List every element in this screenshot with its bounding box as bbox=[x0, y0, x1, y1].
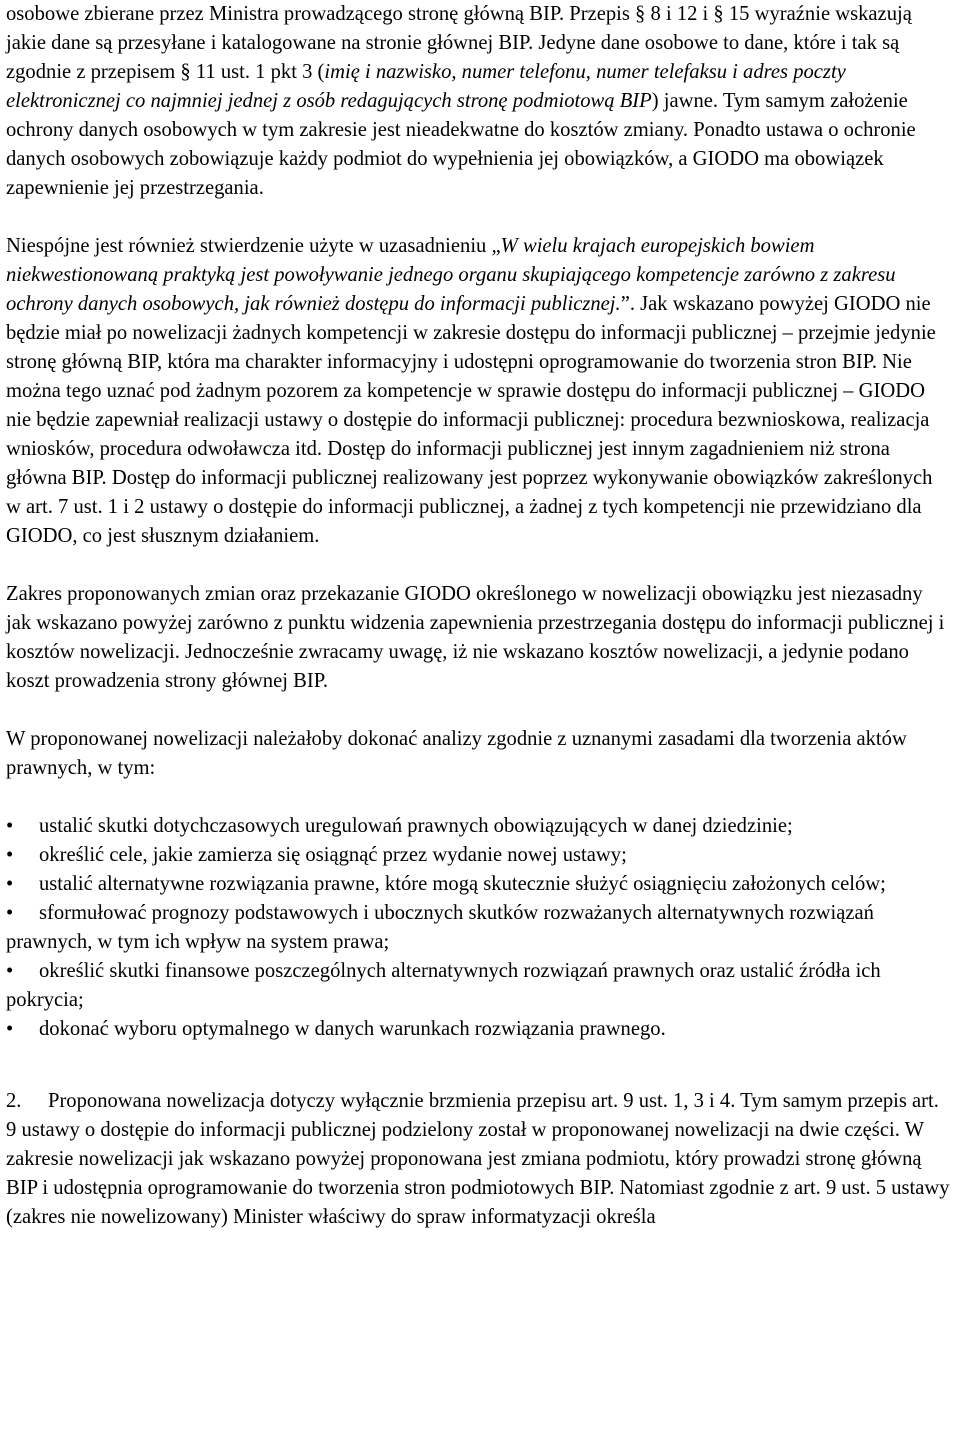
list-item-text: określić cele, jakie zamierza się osiągnąć przez wydanie nowej ustawy; bbox=[39, 844, 627, 866]
bullet-icon: • bbox=[6, 844, 14, 866]
list-item bbox=[6, 841, 950, 870]
paragraph-inconsistency bbox=[6, 232, 950, 551]
bullet-list bbox=[6, 812, 950, 1044]
bullet-icon: • bbox=[6, 902, 14, 924]
list-item-text: sformułować prognozy podstawowych i ubocznych skutków rozważanych alternatywnych rozwiązań prawnych, w tym ich wpływ na system prawa; bbox=[6, 902, 874, 953]
numbered-paragraph-text: Proponowana nowelizacja dotyczy wyłącznie brzmienia przepisu art. 9 ust. 1, 3 i 4. Tym samym przepis art. 9 ustawy o dostępie do informacji publicznej podzielony został w proponowanej nowelizacji na dwie części. W zakresie nowelizacji jak wskazano powyżej proponowana jest zmiana podmiotu, który prowadzi stronę główną BIP i udostępnia oprogramowanie do tworzenia stron podmiotowych BIP. Natomiast zgodnie z art. 9 ust. 5 ustawy (zakres nie nowelizowany) Minister właściwy do spraw informatyzacji określa bbox=[6, 1090, 950, 1228]
list-item bbox=[6, 812, 950, 841]
spacer bbox=[6, 1073, 950, 1087]
bullet-icon: • bbox=[6, 960, 14, 982]
numbered-paragraph-2 bbox=[6, 1087, 950, 1232]
list-item bbox=[6, 957, 950, 1015]
text-run: Niespójne jest również stwierdzenie użyte w uzasadnieniu „ bbox=[6, 235, 501, 257]
list-item bbox=[6, 870, 950, 899]
list-item-text: określić skutki finansowe poszczególnych alternatywnych rozwiązań prawnych oraz ustalić źródła ich pokrycia; bbox=[6, 960, 881, 1011]
paragraph-scope-of-changes: Zakres proponowanych zmian oraz przekazanie GIODO określonego w nowelizacji obowiązku jest niezasadny jak wskazano powyżej zarówno z punktu widzenia zapewnienia przestrzegania dostępu do informacji publicznej i kosztów nowelizacji. Jednocześnie zwracamy uwagę, iż nie wskazano kosztów nowelizacji, a jedynie podano koszt prowadzenia strony głównej BIP. bbox=[6, 583, 945, 692]
list-item bbox=[6, 899, 950, 957]
bullet-icon: • bbox=[6, 873, 14, 895]
list-item-text: ustalić skutki dotychczasowych uregulowań prawnych obowiązujących w danej dziedzinie; bbox=[39, 815, 793, 837]
paragraph-number: 2. bbox=[6, 1090, 22, 1112]
text-run: osobowe zbierane przez Ministra prowadzącego stronę główną BIP. Przepis § 8 i 12 i § 15 wyraźnie wskazują jakie dane są przesyłane i katalogowane na stronie głównej BIP. Jedyne dane osobowe to dane, które i tak są zgodnie z przepisem § 11 ust. 1 pkt 3 ( bbox=[6, 3, 912, 83]
paragraph-analysis-intro: W proponowanej nowelizacji należałoby dokonać analizy zgodnie z uznanymi zasadami dla tworzenia aktów prawnych, w tym: bbox=[6, 728, 907, 779]
paragraph-personal-data bbox=[6, 0, 950, 203]
bullet-icon: • bbox=[6, 815, 14, 837]
italic-quote: imię i nazwisko, numer telefonu, numer telefaksu i adres poczty elektronicznej co najmniej jednej z osób redagujących stronę podmiotową BIP bbox=[6, 61, 846, 112]
list-item-text: dokonać wyboru optymalnego w danych warunkach rozwiązania prawnego. bbox=[39, 1018, 666, 1040]
bullet-icon: • bbox=[6, 1018, 14, 1040]
list-item bbox=[6, 1015, 950, 1044]
italic-quote: W wielu krajach europejskich bowiem niekwestionowaną praktyką jest powoływanie jednego organu skupiającego kompetencje zarówno z zakresu ochrony danych osobowych, jak również dostępu do informacji publicznej. bbox=[6, 235, 896, 315]
list-item-text: ustalić alternatywne rozwiązania prawne, które mogą skutecznie służyć osiągnięciu założonych celów; bbox=[39, 873, 886, 895]
text-run: ”. Jak wskazano powyżej GIODO nie będzie miał po nowelizacji żadnych kompetencji w zakresie dostępu do informacji publicznej – przejmie jedynie stronę główną BIP, która ma charakter informacyjny i udostępni oprogramowanie do tworzenia stron BIP. Nie można tego uznać pod żadnym pozorem za kompetencje w sprawie dostępu do informacji publicznej – GIODO nie będzie zapewniał realizacji ustawy o dostępie do informacji publicznej: procedura bezwnioskowa, realizacja wniosków, procedura odwoławcza itd. Dostęp do informacji publicznej jest innym zagadnieniem niż strona główna BIP. Dostęp do informacji publicznej realizowany jest poprzez wykonywanie obowiązków zakreślonych w art. 7 ust. 1 i 2 ustawy o dostępie do informacji publicznej, a żadnej z tych kompetencji nie przewidziano dla GIODO, co jest słusznym działaniem. bbox=[6, 293, 936, 547]
text-run: ) jawne. Tym samym założenie ochrony danych osobowych w tym zakresie jest nieadekwatne do kosztów zmiany. Ponadto ustawa o ochronie danych osobowych zobowiązuje każdy podmiot do wypełnienia jej obowiązków, a GIODO ma obowiązek zapewnienie jej przestrzegania. bbox=[6, 90, 916, 199]
